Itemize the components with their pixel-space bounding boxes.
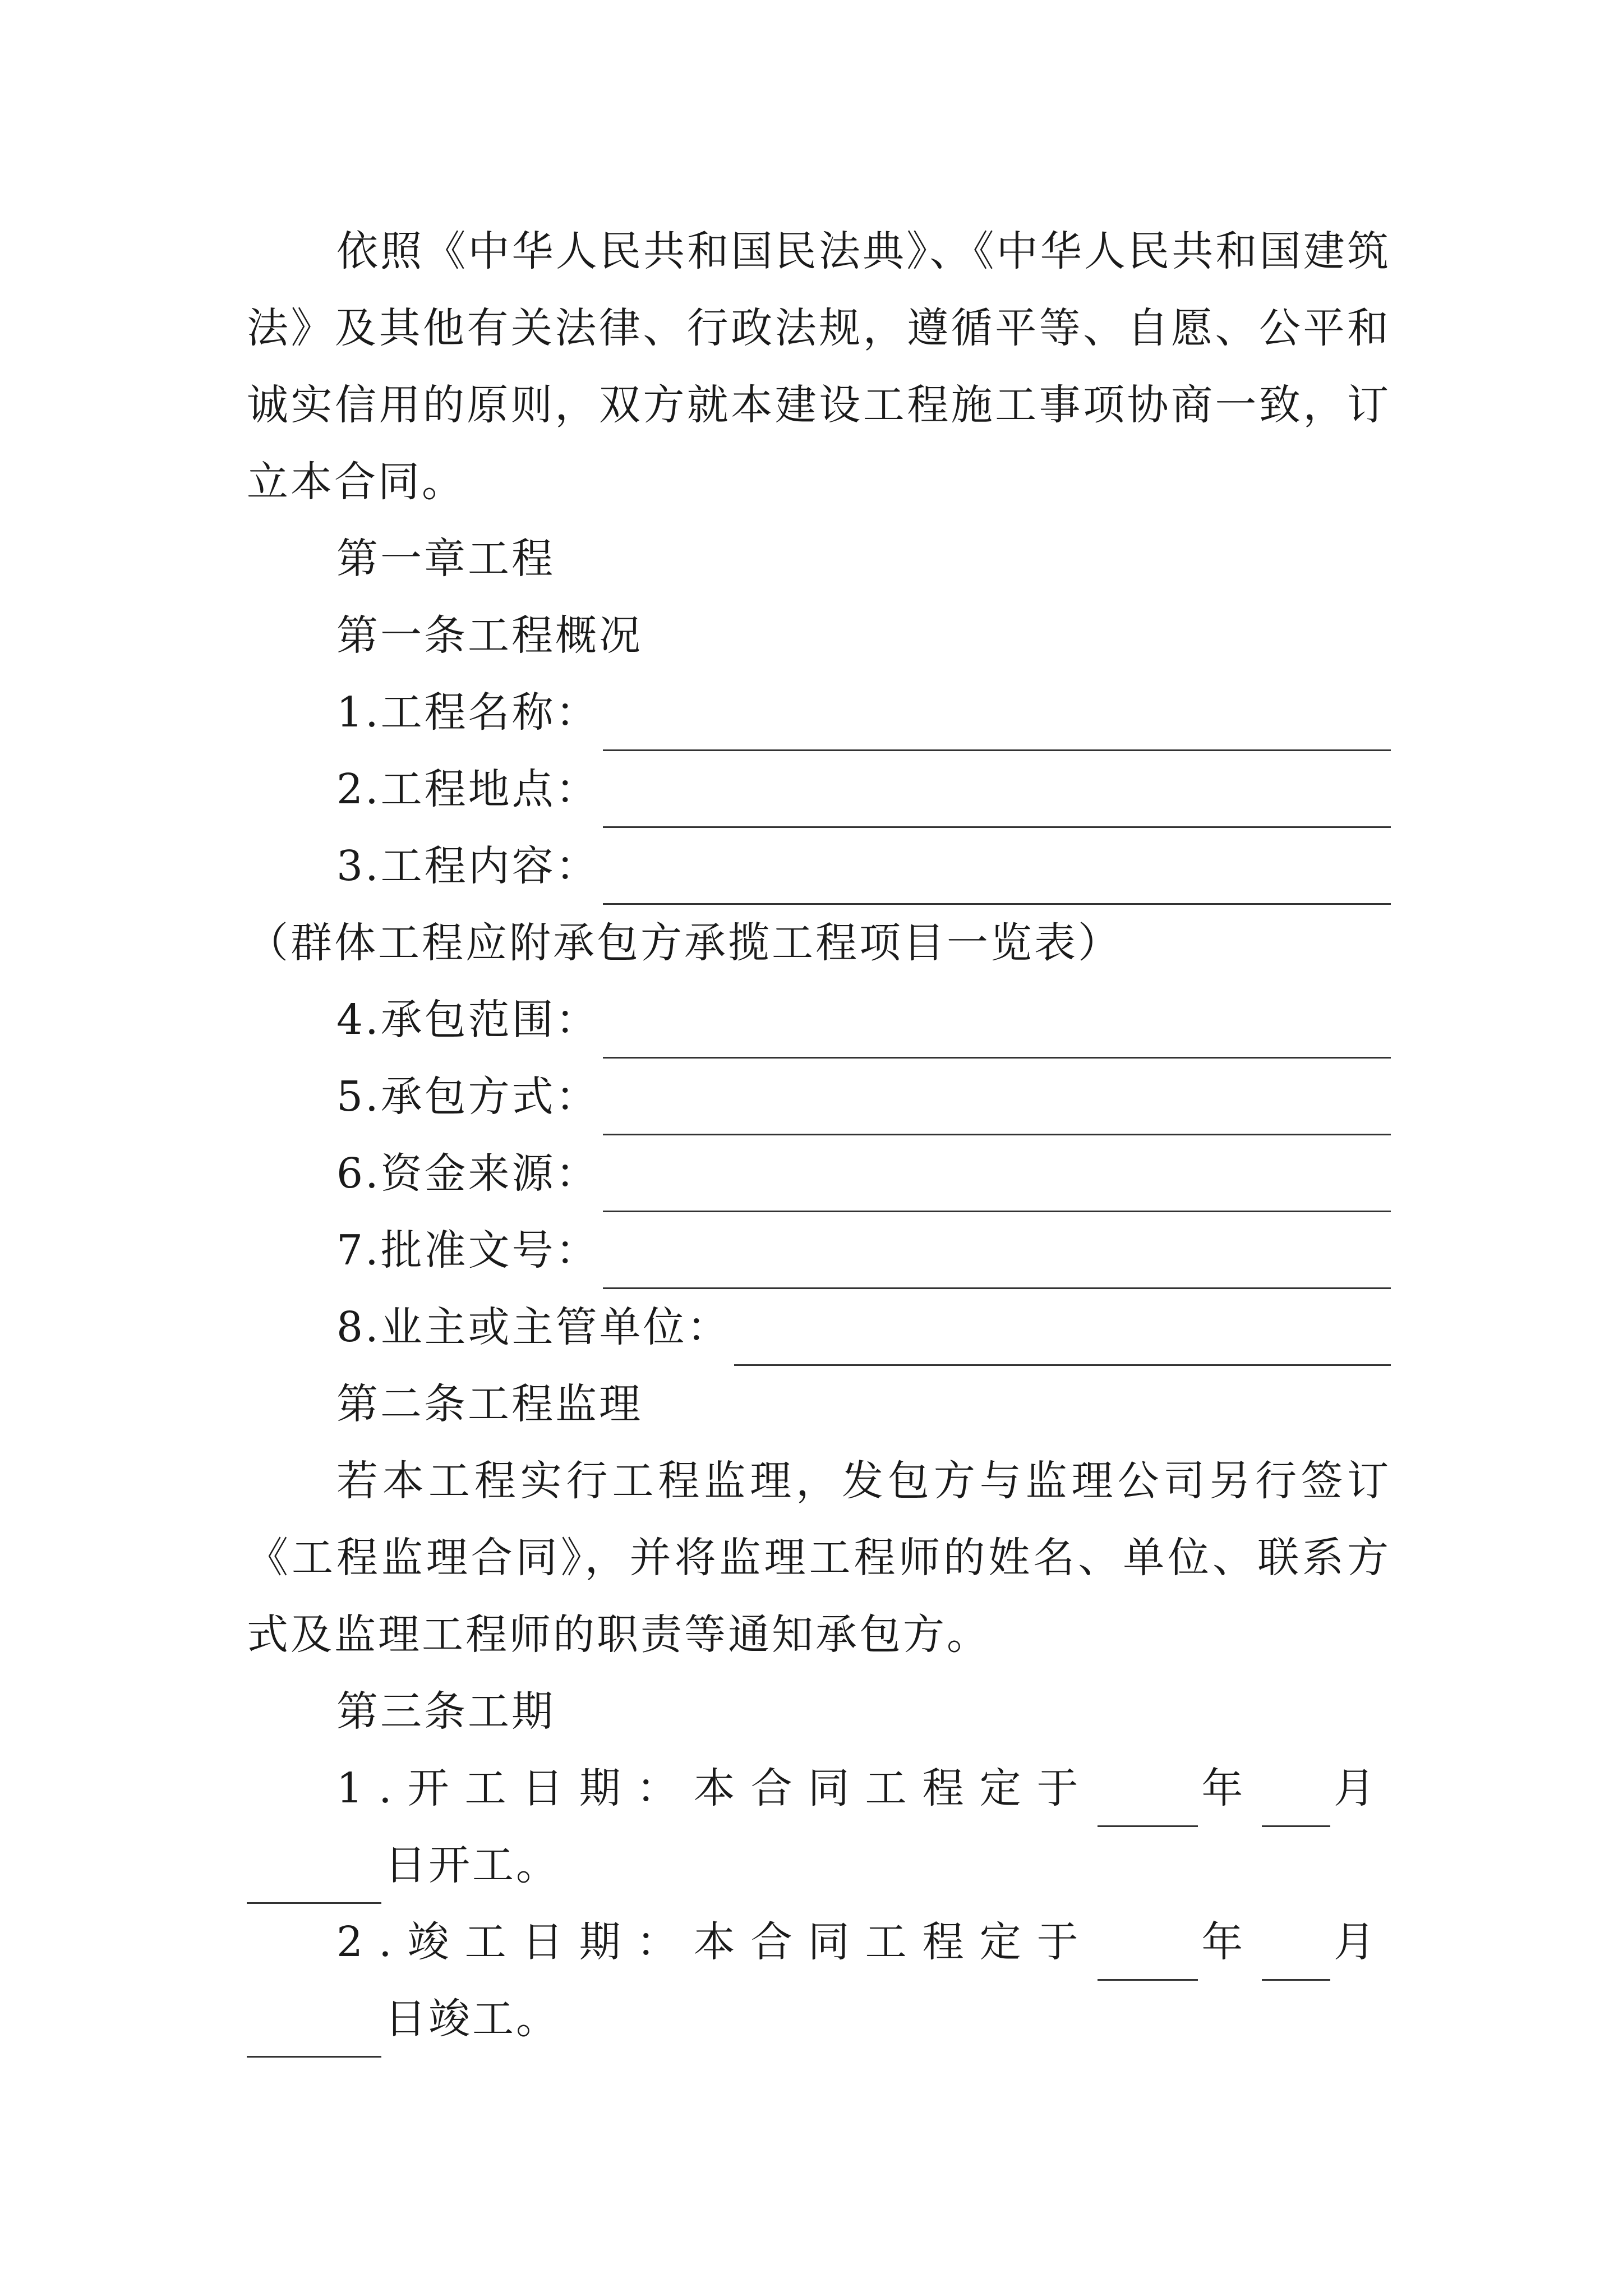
approval-number-blank[interactable] <box>603 1234 1391 1289</box>
project-location-blank[interactable] <box>603 772 1391 828</box>
intro-line-1: 依照《中华人民共和国民法典》、《中华人民共和国建筑 <box>336 227 1391 275</box>
project-name-blank[interactable] <box>603 696 1391 751</box>
intro-line-2: 法》及其他有关法律、行政法规，遵循平等、自愿、公平和 <box>247 304 1391 352</box>
chapter-1-title: 第一章工程 <box>336 535 555 583</box>
field-label: 5.承包方式： <box>336 1073 600 1121</box>
group-project-note: （群体工程应附承包方承揽工程项目一览表） <box>247 919 1122 967</box>
finish-date-end: 日竣工。 <box>385 1995 560 2043</box>
fund-source-blank[interactable] <box>603 1157 1391 1212</box>
intro-line-4: 立本合同。 <box>247 458 465 506</box>
project-name-field <box>247 674 1391 751</box>
article-2-line-1: 若本工程实行工程监理，发包方与监理公司另行签订 <box>336 1457 1391 1505</box>
article-2-title: 第二条工程监理 <box>336 1380 643 1428</box>
owner-unit-field <box>247 1289 1391 1366</box>
project-location-field <box>247 751 1391 828</box>
article-3-title: 第三条工期 <box>336 1687 555 1736</box>
finish-year-blank[interactable] <box>1098 1925 1198 1981</box>
start-date-end: 日开工。 <box>385 1841 560 1889</box>
article-1-title: 第一条工程概况 <box>336 611 643 660</box>
field-label: 6.资金来源： <box>336 1149 600 1198</box>
fund-source-field <box>247 1135 1391 1212</box>
finish-month-blank[interactable] <box>1262 1925 1330 1981</box>
month-label: 月 <box>1334 1918 1391 1966</box>
contract-scope-blank[interactable] <box>603 1003 1391 1059</box>
finish-date-line <box>247 1904 1391 1981</box>
contract-scope-field <box>247 982 1391 1059</box>
contract-method-blank[interactable] <box>603 1080 1391 1135</box>
field-label: 4.承包范围： <box>336 996 600 1044</box>
contract-method-field <box>247 1059 1391 1135</box>
start-date-prefix: 1.开工日期：本合同工程定于 <box>336 1764 1094 1812</box>
approval-number-field <box>247 1212 1391 1289</box>
start-year-blank[interactable] <box>1098 1772 1198 1827</box>
project-content-blank[interactable] <box>603 849 1391 905</box>
finish-day-blank[interactable] <box>247 2002 381 2058</box>
start-month-blank[interactable] <box>1262 1772 1330 1827</box>
finish-date-cont <box>247 1981 1391 2058</box>
year-label: 年 <box>1201 1918 1259 1966</box>
field-label: 7.批准文号： <box>336 1226 600 1274</box>
intro-line-3: 诚实信用的原则，双方就本建设工程施工事项协商一致，订 <box>247 381 1391 429</box>
owner-unit-blank[interactable] <box>734 1310 1391 1366</box>
article-2-line-2: 《工程监理合同》，并将监理工程师的姓名、单位、联系方 <box>247 1534 1391 1582</box>
contract-body <box>247 213 1391 2058</box>
start-date-cont <box>247 1827 1391 1904</box>
field-label: 8.业主或主管单位： <box>336 1303 731 1351</box>
month-label: 月 <box>1334 1764 1391 1812</box>
field-label: 2.工程地点： <box>336 765 600 813</box>
article-2-line-3: 式及监理工程师的职责等通知承包方。 <box>247 1611 990 1659</box>
project-content-field <box>247 828 1391 905</box>
finish-date-prefix: 2.竣工日期：本合同工程定于 <box>336 1918 1094 1966</box>
field-label: 1.工程名称： <box>336 688 600 737</box>
start-date-line <box>247 1750 1391 1827</box>
year-label: 年 <box>1201 1764 1259 1812</box>
field-label: 3.工程内容： <box>336 842 600 890</box>
start-day-blank[interactable] <box>247 1848 381 1904</box>
